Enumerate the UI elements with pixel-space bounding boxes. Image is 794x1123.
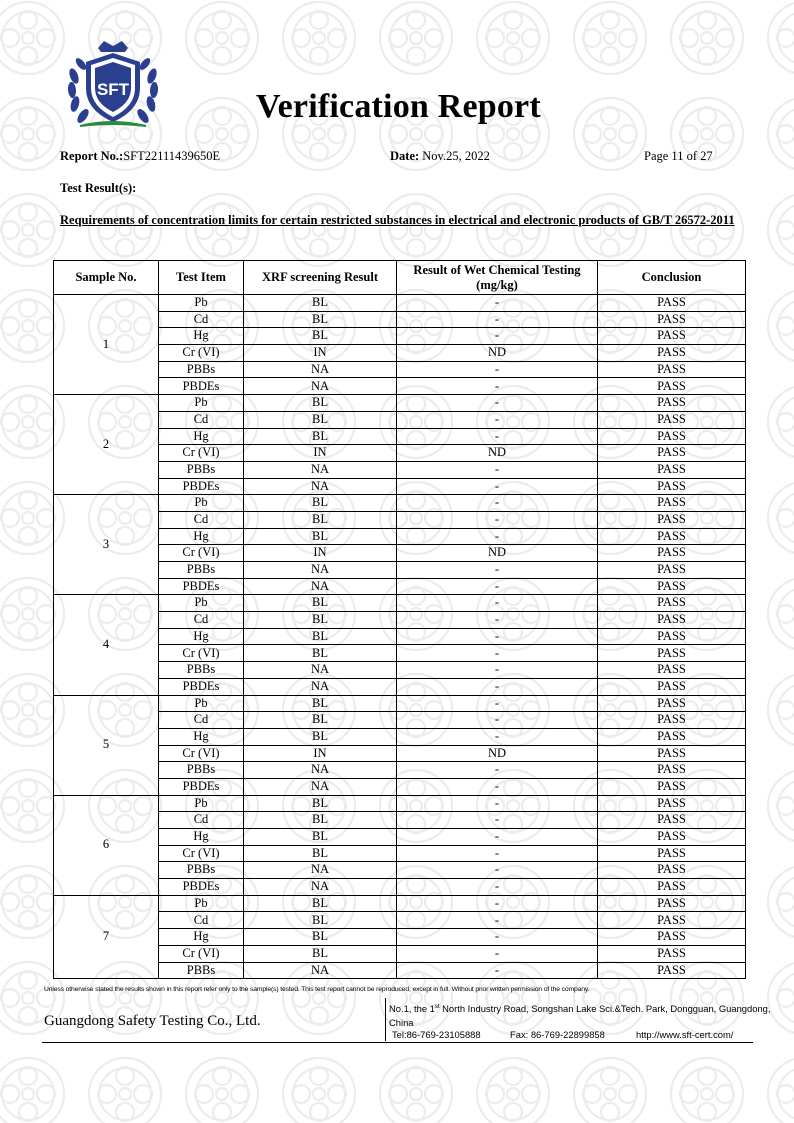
conclusion-cell: PASS bbox=[598, 345, 746, 362]
wet-chemical-cell: - bbox=[397, 662, 598, 679]
test-item-cell: PBDEs bbox=[159, 578, 244, 595]
conclusion-cell: PASS bbox=[598, 562, 746, 579]
xrf-result-cell: IN bbox=[244, 445, 397, 462]
test-item-cell: Hg bbox=[159, 528, 244, 545]
conclusion-cell: PASS bbox=[598, 962, 746, 979]
wet-chemical-cell: - bbox=[397, 311, 598, 328]
page-number: Page 11 of 27 bbox=[644, 149, 713, 163]
table-row bbox=[54, 795, 746, 812]
conclusion-cell: PASS bbox=[598, 528, 746, 545]
wet-chemical-cell: - bbox=[397, 812, 598, 829]
test-item-cell: Cr (VI) bbox=[159, 745, 244, 762]
xrf-result-cell: NA bbox=[244, 378, 397, 395]
xrf-result-cell: NA bbox=[244, 862, 397, 879]
conclusion-cell: PASS bbox=[598, 812, 746, 829]
xrf-result-cell: BL bbox=[244, 829, 397, 846]
table-row bbox=[54, 295, 746, 312]
sample-number-cell: 3 bbox=[54, 495, 159, 595]
conclusion-cell: PASS bbox=[598, 311, 746, 328]
wet-chemical-cell: - bbox=[397, 895, 598, 912]
test-item-cell: PBDEs bbox=[159, 778, 244, 795]
results-table bbox=[53, 260, 746, 979]
xrf-result-cell: IN bbox=[244, 345, 397, 362]
test-item-cell: Hg bbox=[159, 829, 244, 846]
test-item-cell: Hg bbox=[159, 929, 244, 946]
address-part-1: No.1, the 1 bbox=[389, 1003, 435, 1015]
report-number-value: SFT22111439650E bbox=[123, 149, 221, 163]
wet-chemical-cell: ND bbox=[397, 745, 598, 762]
wet-chemical-cell: - bbox=[397, 411, 598, 428]
test-item-cell: PBDEs bbox=[159, 678, 244, 695]
wet-chemical-cell: - bbox=[397, 578, 598, 595]
wet-chemical-cell: ND bbox=[397, 345, 598, 362]
xrf-result-cell: BL bbox=[244, 528, 397, 545]
wet-chemical-cell: - bbox=[397, 478, 598, 495]
xrf-result-cell: BL bbox=[244, 395, 397, 412]
report-date bbox=[390, 149, 490, 164]
test-item-cell: Hg bbox=[159, 428, 244, 445]
wet-chemical-cell: - bbox=[397, 845, 598, 862]
test-item-cell: Hg bbox=[159, 628, 244, 645]
test-item-cell: Cd bbox=[159, 612, 244, 629]
wet-chemical-cell: - bbox=[397, 678, 598, 695]
xrf-result-cell: BL bbox=[244, 812, 397, 829]
wet-chemical-cell: - bbox=[397, 778, 598, 795]
conclusion-cell: PASS bbox=[598, 645, 746, 662]
xrf-result-cell: BL bbox=[244, 945, 397, 962]
xrf-result-cell: NA bbox=[244, 562, 397, 579]
test-item-cell: Hg bbox=[159, 728, 244, 745]
xrf-result-cell: BL bbox=[244, 411, 397, 428]
company-logo bbox=[62, 38, 164, 134]
xrf-result-cell: BL bbox=[244, 428, 397, 445]
wet-chemical-cell: - bbox=[397, 929, 598, 946]
wet-chemical-cell: - bbox=[397, 328, 598, 345]
xrf-result-cell: NA bbox=[244, 962, 397, 979]
xrf-result-cell: NA bbox=[244, 678, 397, 695]
table-row bbox=[54, 395, 746, 412]
conclusion-cell: PASS bbox=[598, 762, 746, 779]
wet-chemical-cell: - bbox=[397, 361, 598, 378]
xrf-result-cell: BL bbox=[244, 595, 397, 612]
xrf-result-cell: BL bbox=[244, 612, 397, 629]
wet-chemical-cell: - bbox=[397, 595, 598, 612]
test-results-label: Test Result(s): bbox=[60, 181, 137, 195]
fax: Fax: 86-769-22899858 bbox=[510, 1029, 605, 1040]
xrf-result-cell: BL bbox=[244, 895, 397, 912]
xrf-result-cell: IN bbox=[244, 545, 397, 562]
table-row bbox=[54, 695, 746, 712]
conclusion-cell: PASS bbox=[598, 879, 746, 896]
footer-divider bbox=[385, 998, 386, 1041]
test-item-cell: Pb bbox=[159, 295, 244, 312]
wet-chemical-cell: - bbox=[397, 628, 598, 645]
conclusion-cell: PASS bbox=[598, 745, 746, 762]
test-item-cell: PBBs bbox=[159, 862, 244, 879]
xrf-result-cell: BL bbox=[244, 645, 397, 662]
test-item-cell: Cr (VI) bbox=[159, 645, 244, 662]
test-item-cell: PBDEs bbox=[159, 378, 244, 395]
report-date-value: Nov.25, 2022 bbox=[422, 149, 490, 163]
xrf-result-cell: BL bbox=[244, 929, 397, 946]
conclusion-cell: PASS bbox=[598, 495, 746, 512]
xrf-result-cell: NA bbox=[244, 478, 397, 495]
test-item-cell: Pb bbox=[159, 395, 244, 412]
wet-chemical-cell: - bbox=[397, 795, 598, 812]
conclusion-cell: PASS bbox=[598, 678, 746, 695]
test-item-cell: Cd bbox=[159, 712, 244, 729]
table-row bbox=[54, 495, 746, 512]
report-title: Verification Report bbox=[256, 88, 541, 125]
report-number-label: Report No.: bbox=[60, 149, 124, 163]
wet-chemical-cell: - bbox=[397, 528, 598, 545]
sample-number-cell: 7 bbox=[54, 895, 159, 978]
test-item-cell: PBBs bbox=[159, 562, 244, 579]
address-part-2: North Industry Road, Songshan Lake Sci.&Tech. Park, Dongguan, Guangdong, China bbox=[389, 1003, 771, 1028]
company-address bbox=[389, 1001, 794, 1029]
table-row bbox=[54, 895, 746, 912]
wet-chemical-cell: - bbox=[397, 728, 598, 745]
conclusion-cell: PASS bbox=[598, 862, 746, 879]
test-item-cell: PBDEs bbox=[159, 879, 244, 896]
wet-chemical-cell: - bbox=[397, 612, 598, 629]
address-superscript: st bbox=[434, 1004, 440, 1010]
test-item-cell: Hg bbox=[159, 328, 244, 345]
conclusion-cell: PASS bbox=[598, 728, 746, 745]
footer-disclaimer: Unless otherwise stated the results shown in this report refer only to the sample(s) tested. This test report cannot be reproduced, except in full. Without prior written permission of the company. bbox=[44, 986, 590, 993]
test-item-cell: Cr (VI) bbox=[159, 845, 244, 862]
conclusion-cell: PASS bbox=[598, 829, 746, 846]
conclusion-cell: PASS bbox=[598, 461, 746, 478]
test-item-cell: Pb bbox=[159, 495, 244, 512]
sample-number-cell: 1 bbox=[54, 295, 159, 395]
conclusion-cell: PASS bbox=[598, 845, 746, 862]
wet-chemical-cell: - bbox=[397, 945, 598, 962]
conclusion-cell: PASS bbox=[598, 912, 746, 929]
xrf-result-cell: NA bbox=[244, 879, 397, 896]
conclusion-cell: PASS bbox=[598, 295, 746, 312]
report-date-label: Date: bbox=[390, 149, 420, 163]
xrf-result-cell: BL bbox=[244, 311, 397, 328]
wet-chemical-cell: - bbox=[397, 862, 598, 879]
test-item-cell: Pb bbox=[159, 895, 244, 912]
requirement-heading: Requirements of concentration limits for certain restricted substances in electrical and electronic products of GB/T 26572-2011 bbox=[60, 213, 735, 227]
test-item-cell: Cd bbox=[159, 311, 244, 328]
wet-chemical-cell: - bbox=[397, 695, 598, 712]
conclusion-cell: PASS bbox=[598, 395, 746, 412]
conclusion-cell: PASS bbox=[598, 628, 746, 645]
wet-chemical-cell: - bbox=[397, 562, 598, 579]
test-item-cell: Cr (VI) bbox=[159, 545, 244, 562]
conclusion-cell: PASS bbox=[598, 511, 746, 528]
conclusion-cell: PASS bbox=[598, 411, 746, 428]
wet-chemical-cell: - bbox=[397, 461, 598, 478]
xrf-result-cell: BL bbox=[244, 295, 397, 312]
wet-chemical-cell: - bbox=[397, 712, 598, 729]
wet-chemical-cell: - bbox=[397, 378, 598, 395]
conclusion-cell: PASS bbox=[598, 795, 746, 812]
header-conclusion: Conclusion bbox=[598, 261, 746, 295]
conclusion-cell: PASS bbox=[598, 361, 746, 378]
xrf-result-cell: BL bbox=[244, 912, 397, 929]
company-name: Guangdong Safety Testing Co., Ltd. bbox=[44, 1013, 261, 1029]
xrf-result-cell: BL bbox=[244, 495, 397, 512]
website-link[interactable]: http://www.sft-cert.com/ bbox=[636, 1029, 734, 1040]
conclusion-cell: PASS bbox=[598, 428, 746, 445]
xrf-result-cell: BL bbox=[244, 728, 397, 745]
sample-number-cell: 6 bbox=[54, 795, 159, 895]
header-sample-no: Sample No. bbox=[54, 261, 159, 295]
test-item-cell: Pb bbox=[159, 795, 244, 812]
xrf-result-cell: NA bbox=[244, 762, 397, 779]
wet-chemical-cell: - bbox=[397, 495, 598, 512]
test-item-cell: Cr (VI) bbox=[159, 345, 244, 362]
wet-chemical-cell: - bbox=[397, 829, 598, 846]
wet-chemical-cell: - bbox=[397, 912, 598, 929]
wet-chemical-cell: - bbox=[397, 762, 598, 779]
xrf-result-cell: NA bbox=[244, 361, 397, 378]
wet-chemical-cell: ND bbox=[397, 445, 598, 462]
test-item-cell: Cr (VI) bbox=[159, 445, 244, 462]
telephone: Tel:86-769-23105888 bbox=[392, 1029, 481, 1040]
wet-chemical-cell: ND bbox=[397, 545, 598, 562]
conclusion-cell: PASS bbox=[598, 929, 746, 946]
wet-chemical-cell: - bbox=[397, 395, 598, 412]
conclusion-cell: PASS bbox=[598, 595, 746, 612]
conclusion-cell: PASS bbox=[598, 712, 746, 729]
header-xrf-result: XRF screening Result bbox=[244, 261, 397, 295]
xrf-result-cell: NA bbox=[244, 778, 397, 795]
header-wet-chemical-result: Result of Wet Chemical Testing (mg/kg) bbox=[397, 261, 598, 295]
conclusion-cell: PASS bbox=[598, 445, 746, 462]
test-item-cell: Pb bbox=[159, 595, 244, 612]
xrf-result-cell: BL bbox=[244, 328, 397, 345]
wet-chemical-cell: - bbox=[397, 645, 598, 662]
xrf-result-cell: BL bbox=[244, 845, 397, 862]
wet-chemical-cell: - bbox=[397, 428, 598, 445]
test-item-cell: Cd bbox=[159, 812, 244, 829]
wet-chemical-cell: - bbox=[397, 879, 598, 896]
test-item-cell: Pb bbox=[159, 695, 244, 712]
sample-number-cell: 2 bbox=[54, 395, 159, 495]
conclusion-cell: PASS bbox=[598, 778, 746, 795]
conclusion-cell: PASS bbox=[598, 328, 746, 345]
conclusion-cell: PASS bbox=[598, 578, 746, 595]
conclusion-cell: PASS bbox=[598, 695, 746, 712]
conclusion-cell: PASS bbox=[598, 545, 746, 562]
conclusion-cell: PASS bbox=[598, 612, 746, 629]
xrf-result-cell: NA bbox=[244, 662, 397, 679]
test-item-cell: PBBs bbox=[159, 962, 244, 979]
sample-number-cell: 5 bbox=[54, 695, 159, 795]
test-item-cell: PBDEs bbox=[159, 478, 244, 495]
conclusion-cell: PASS bbox=[598, 895, 746, 912]
xrf-result-cell: BL bbox=[244, 795, 397, 812]
test-item-cell: PBBs bbox=[159, 361, 244, 378]
table-header-row bbox=[54, 261, 746, 295]
test-item-cell: PBBs bbox=[159, 662, 244, 679]
xrf-result-cell: BL bbox=[244, 695, 397, 712]
table-row bbox=[54, 595, 746, 612]
xrf-result-cell: NA bbox=[244, 578, 397, 595]
logo-text: SFT bbox=[96, 80, 130, 99]
results-body bbox=[54, 295, 746, 979]
footer-rule bbox=[42, 1042, 753, 1043]
xrf-result-cell: IN bbox=[244, 745, 397, 762]
wet-chemical-cell: - bbox=[397, 962, 598, 979]
conclusion-cell: PASS bbox=[598, 478, 746, 495]
test-item-cell: Cd bbox=[159, 912, 244, 929]
wet-chemical-cell: - bbox=[397, 511, 598, 528]
conclusion-cell: PASS bbox=[598, 945, 746, 962]
test-item-cell: PBBs bbox=[159, 762, 244, 779]
header-test-item: Test Item bbox=[159, 261, 244, 295]
xrf-result-cell: NA bbox=[244, 461, 397, 478]
xrf-result-cell: BL bbox=[244, 712, 397, 729]
wet-chemical-cell: - bbox=[397, 295, 598, 312]
test-item-cell: Cd bbox=[159, 411, 244, 428]
contact-line bbox=[392, 1029, 733, 1040]
xrf-result-cell: BL bbox=[244, 511, 397, 528]
test-item-cell: PBBs bbox=[159, 461, 244, 478]
xrf-result-cell: BL bbox=[244, 628, 397, 645]
sample-number-cell: 4 bbox=[54, 595, 159, 695]
test-item-cell: Cd bbox=[159, 511, 244, 528]
report-number bbox=[60, 149, 220, 164]
conclusion-cell: PASS bbox=[598, 662, 746, 679]
conclusion-cell: PASS bbox=[598, 378, 746, 395]
test-item-cell: Cr (VI) bbox=[159, 945, 244, 962]
